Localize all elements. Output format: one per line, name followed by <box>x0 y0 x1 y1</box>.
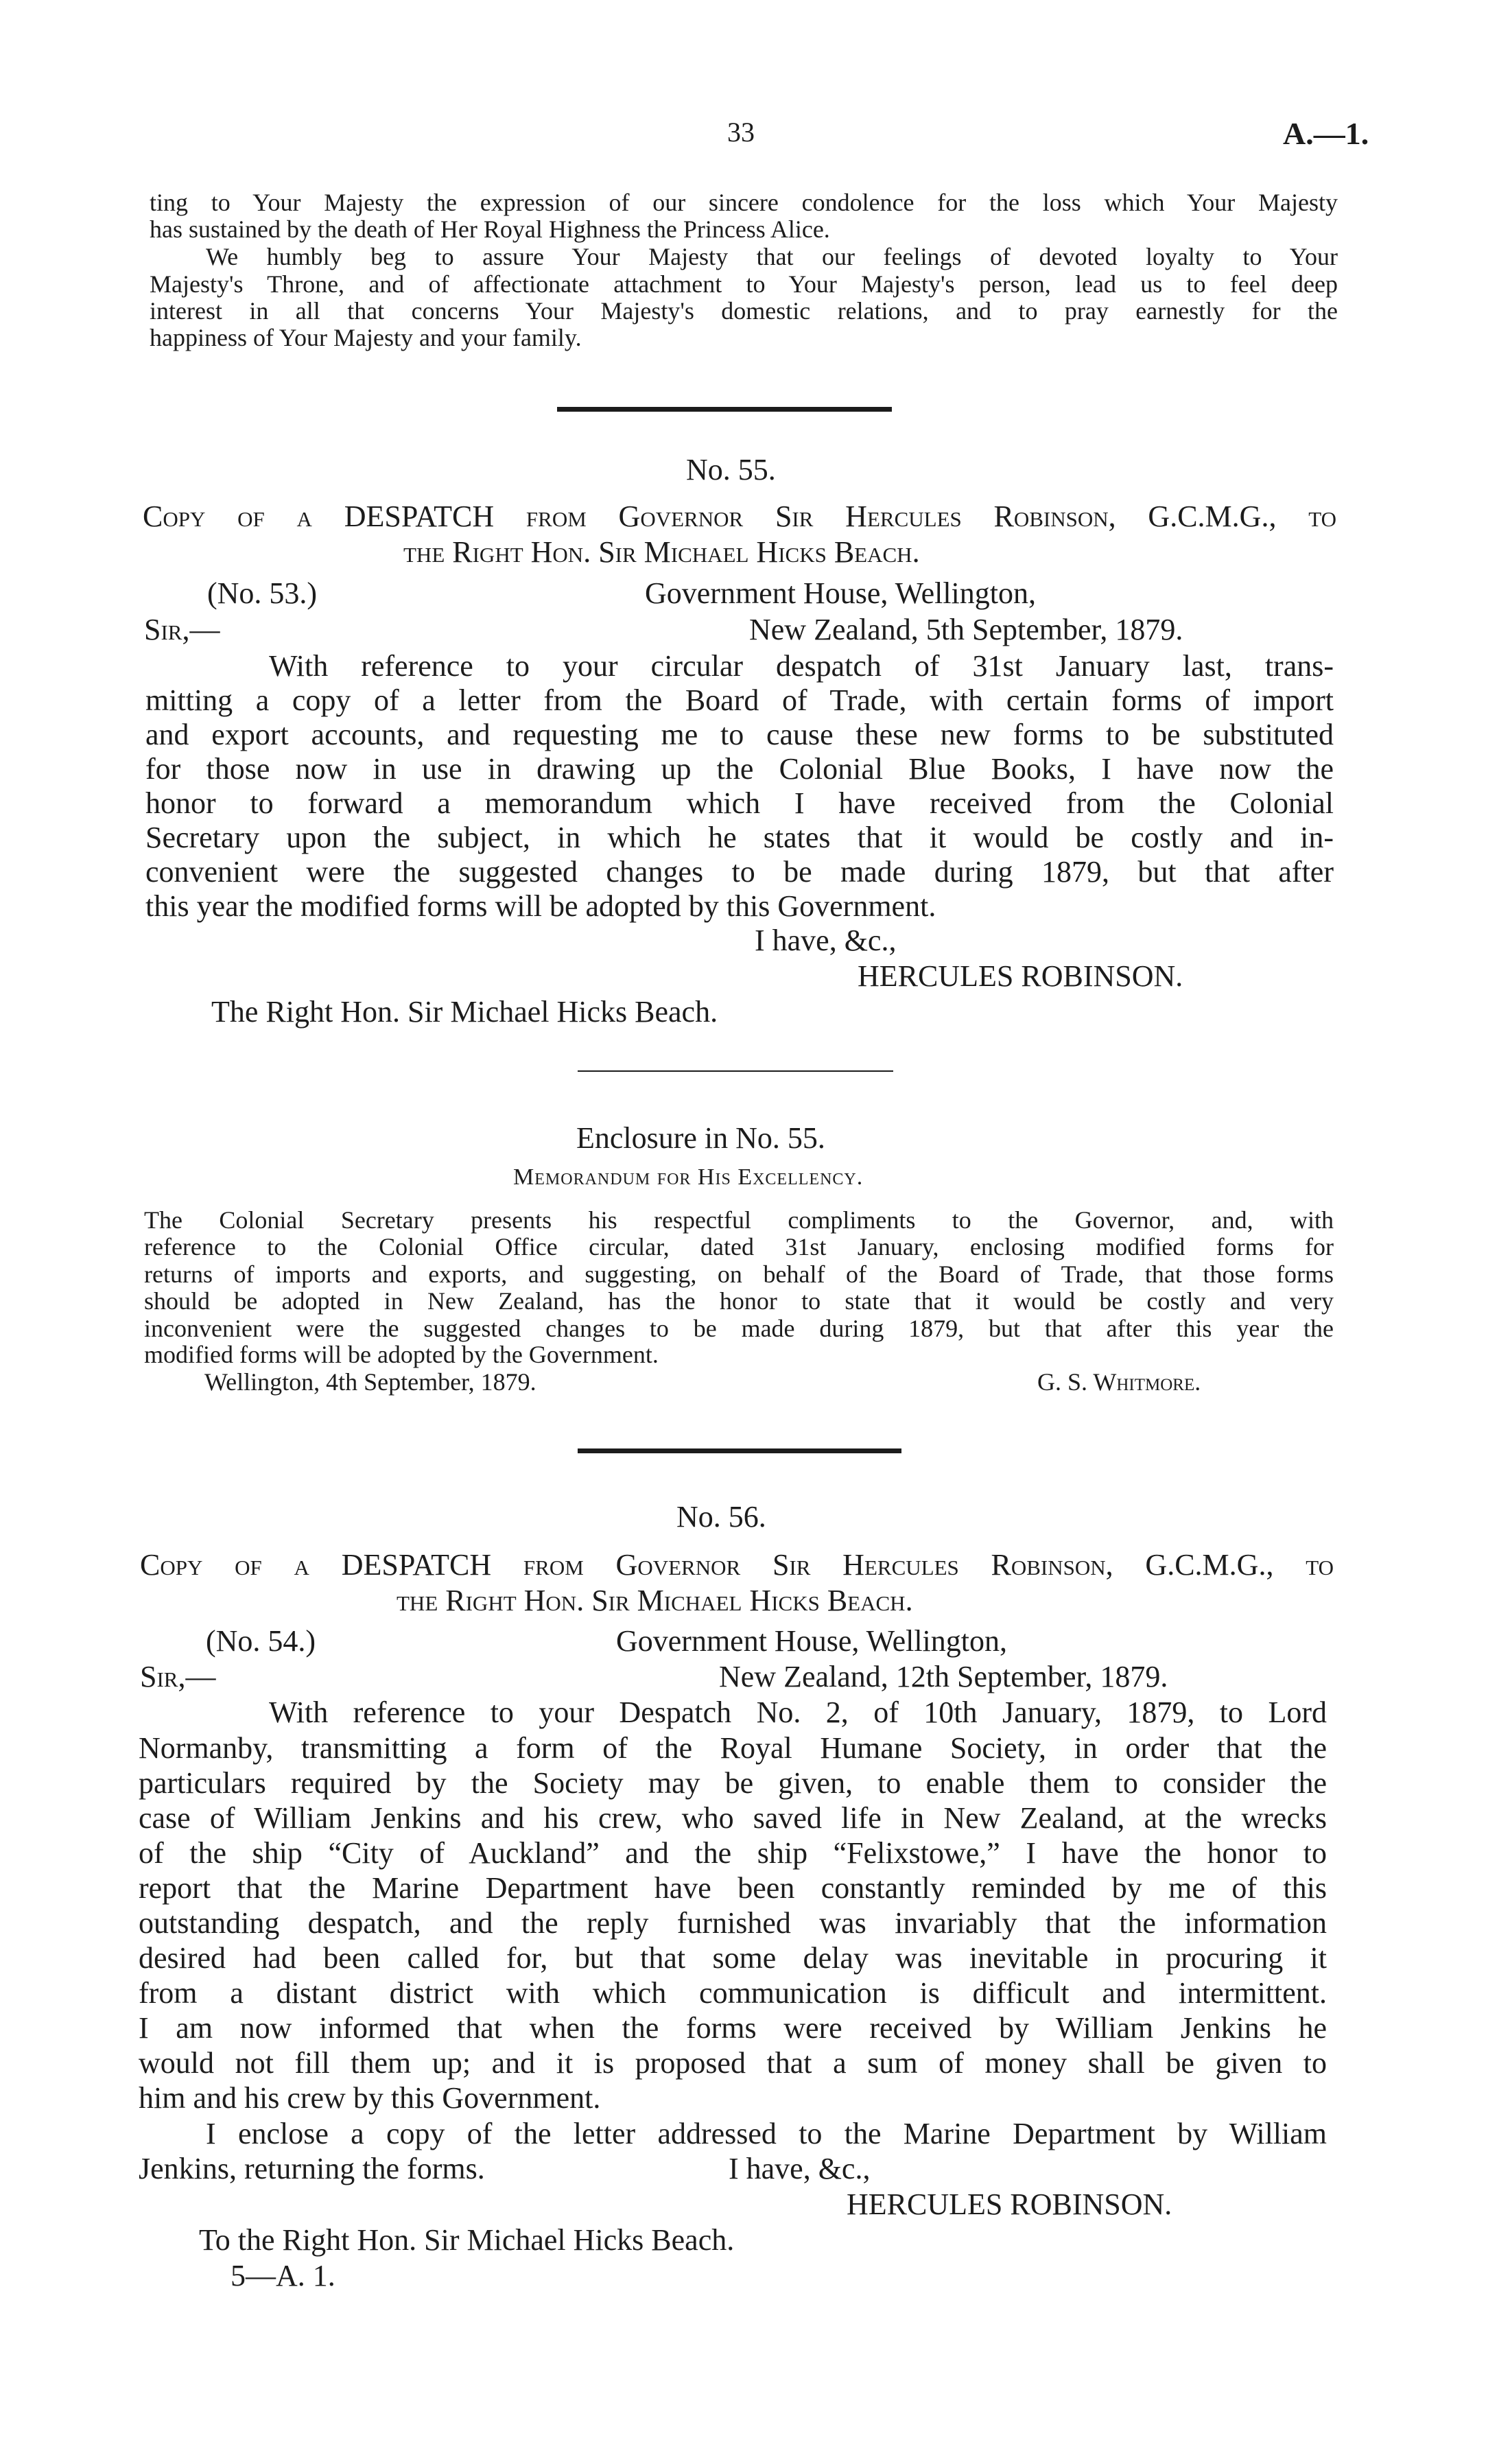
section-divider <box>557 407 892 412</box>
document-reference: A.—1. <box>1283 116 1369 151</box>
signature-mark: 5—A. 1. <box>231 2259 335 2292</box>
signature: HERCULES ROBINSON. <box>858 959 1183 993</box>
enclosure-line: The Colonial Secretary presents his respectful compliments to the Governor, and, with <box>144 1206 1334 1234</box>
body-line: I am now informed that when the forms were received by William Jenkins he <box>139 2011 1327 2045</box>
body-line: this year the modified forms will be adopted by this Government. <box>145 889 936 923</box>
intro-line: interest in all that concerns Your Majesty's domestic relations, and to pray earnestly for the <box>150 297 1338 325</box>
enclosure-heading: Enclosure in No. 55. <box>576 1121 825 1155</box>
body-line: report that the Marine Department have been constantly reminded by me of this <box>139 1871 1327 1905</box>
enclosure-line: reference to the Colonial Office circular, dated 31st January, enclosing modified forms for <box>144 1233 1334 1260</box>
enclosure-line: returns of imports and exports, and suggesting, on behalf of the Board of Trade, that those forms <box>144 1260 1334 1288</box>
salutation: Sir,— <box>144 613 220 646</box>
despatch-number: No. 55. <box>686 453 776 486</box>
closing: I have, &c., <box>755 924 897 957</box>
body-line: With reference to your Despatch No. 2, of 10th January, 1879, to Lord <box>269 1696 1327 1729</box>
enclosure-line: inconvenient were the suggested changes to be made during 1879, but that after this year the <box>144 1315 1334 1342</box>
addressee: The Right Hon. Sir Michael Hicks Beach. <box>211 995 718 1029</box>
addressee: To the Right Hon. Sir Michael Hicks Beach. <box>199 2223 735 2257</box>
closing: I have, &c., <box>729 2152 871 2185</box>
enclosure-signature: G. S. Whitmore. <box>1037 1368 1201 1396</box>
body-line: Jenkins, returning the forms. <box>139 2152 485 2185</box>
intro-line: happiness of Your Majesty and your family. <box>150 324 582 351</box>
body-line: honor to forward a memorandum which I have received from the Colonial <box>145 786 1334 820</box>
salutation: Sir,— <box>140 1660 216 1693</box>
intro-line: We humbly beg to assure Your Majesty that our feelings of devoted loyalty to Your <box>206 243 1338 270</box>
despatch-title: Copy of a DESPATCH from Governor Sir Hercules Robinson, G.C.M.G., to <box>140 1548 1334 1582</box>
enclosure-date: Wellington, 4th September, 1879. <box>204 1368 536 1396</box>
body-line: mitting a copy of a letter from the Board of Trade, with certain forms of import <box>145 683 1334 717</box>
intro-line: Majesty's Throne, and of affectionate attachment to Your Majesty's person, lead us to feel deep <box>150 270 1338 298</box>
body-line: and export accounts, and requesting me to cause these new forms to be substituted <box>145 718 1334 751</box>
body-line: With reference to your circular despatch of 31st January last, trans- <box>269 649 1334 683</box>
body-line: desired had been called for, but that some delay was inevitable in procuring it <box>139 1941 1327 1975</box>
despatch-title: the Right Hon. Sir Michael Hicks Beach. <box>397 1584 913 1617</box>
despatch-number: No. 56. <box>676 1500 766 1534</box>
enclosure-line: modified forms will be adopted by the Government. <box>144 1341 659 1368</box>
body-line: him and his crew by this Government. <box>139 2081 601 2115</box>
intro-line: ting to Your Majesty the expression of our sincere condolence for the loss which Your Majesty <box>150 189 1338 216</box>
body-line: I enclose a copy of the letter addressed to the Marine Department by William <box>206 2117 1327 2150</box>
despatch-reference: (No. 53.) <box>207 576 318 610</box>
body-line: of the ship “City of Auckland” and the ship “Felixstowe,” I have the honor to <box>139 1836 1327 1870</box>
page-number: 33 <box>727 117 755 148</box>
body-line: particulars required by the Society may be given, to enable them to consider the <box>139 1766 1327 1800</box>
despatch-date: New Zealand, 5th September, 1879. <box>749 613 1183 646</box>
intro-line: has sustained by the death of Her Royal Highness the Princess Alice. <box>150 215 830 243</box>
signature: HERCULES ROBINSON. <box>847 2187 1172 2221</box>
section-divider <box>578 1448 901 1453</box>
despatch-date: New Zealand, 12th September, 1879. <box>719 1660 1168 1693</box>
despatch-place: Government House, Wellington, <box>616 1624 1008 1658</box>
despatch-reference: (No. 54.) <box>206 1624 316 1658</box>
body-line: convenient were the suggested changes to be made during 1879, but that after <box>145 855 1334 889</box>
section-divider <box>578 1070 893 1072</box>
despatch-place: Government House, Wellington, <box>645 576 1037 610</box>
body-line: Secretary upon the subject, in which he states that it would be costly and in- <box>145 821 1334 854</box>
body-line: outstanding despatch, and the reply furnished was invariably that the information <box>139 1906 1327 1940</box>
body-line: for those now in use in drawing up the Colonial Blue Books, I have now the <box>145 752 1334 786</box>
body-line: case of William Jenkins and his crew, who saved life in New Zealand, at the wrecks <box>139 1801 1327 1835</box>
enclosure-line: should be adopted in New Zealand, has the honor to state that it would be costly and very <box>144 1287 1334 1315</box>
body-line: Normanby, transmitting a form of the Royal Humane Society, in order that the <box>139 1731 1327 1765</box>
despatch-title: the Right Hon. Sir Michael Hicks Beach. <box>403 535 920 569</box>
body-line: would not fill them up; and it is proposed that a sum of money shall be given to <box>139 2046 1327 2080</box>
body-line: from a distant district with which communication is difficult and intermittent. <box>139 1976 1327 2010</box>
despatch-title: Copy of a DESPATCH from Governor Sir Hercules Robinson, G.C.M.G., to <box>143 500 1336 533</box>
enclosure-subheading: Memorandum for His Excellency. <box>513 1164 864 1190</box>
